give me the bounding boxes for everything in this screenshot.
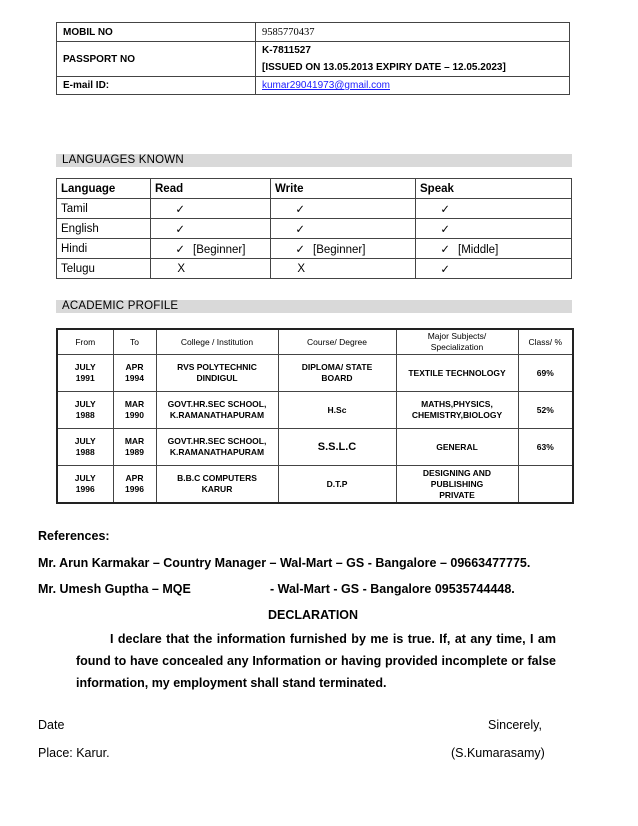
academic-major-line: MATHS,PHYSICS, [421,399,493,409]
academic-major-line: GENERAL [436,441,478,452]
languages-section-header: LANGUAGES KNOWN [56,154,572,167]
languages-table [56,178,572,279]
reference-2-details: - Wal-Mart - GS - Bangalore 09535744448. [270,582,515,596]
academic-college-line: B.B.C COMPUTERS [177,473,257,483]
reference-1: Mr. Arun Karmakar – Country Manager – Wal-Mart – GS - Bangalore – 09663477775. [38,556,531,570]
language-read-cell [151,199,271,219]
language-speak-cell [416,199,572,219]
academic-class-cell: 52% [518,392,573,429]
language-write-cell [271,259,416,279]
language-level-note: [Beginner] [193,243,246,256]
passport-issue-dates: [ISSUED ON 13.05.2013 EXPIRY DATE – 12.05.2023] [262,62,506,73]
academic-to-cell [113,355,156,392]
language-level-note: [Middle] [458,243,499,256]
mobile-label: MOBIL NO [57,23,256,42]
academic-course-cell [278,392,396,429]
references-title: References: [38,529,110,543]
check-mark-icon: ✓ [295,203,305,216]
academic-header-cell: Class/ % [518,329,573,355]
academic-from-line: JULY [74,436,96,446]
language-read-cell [151,239,271,259]
academic-from-line: JULY [74,399,96,409]
language-row [57,199,572,219]
academic-college-line: DINDIGUL [196,373,238,383]
academic-college-line: KARUR [201,484,233,494]
academic-college-line: K.RAMANATHAPURAM [169,410,265,420]
academic-college-line: RVS POLYTECHNIC [177,362,257,372]
languages-header-cell: Write [271,179,416,199]
place-label: Place: Karur. [38,746,110,760]
academic-row [57,429,573,466]
academic-course-line: BOARD [321,373,353,383]
academic-course-cell [278,355,396,392]
academic-major-line: CHEMISTRY,BIOLOGY [411,410,503,420]
language-write-cell [271,219,416,239]
declaration-title: DECLARATION [268,608,359,622]
language-speak-cell [416,239,572,259]
languages-header-cell: Read [151,179,271,199]
academic-college-cell [156,429,278,466]
language-name: English [57,219,151,239]
passport-label: PASSPORT NO [57,42,256,77]
academic-to-line: MAR [124,399,145,409]
academic-header-cell: To [113,329,156,355]
sincerely-text: Sincerely, [488,718,542,732]
academic-to-line: APR [125,473,144,483]
academic-header-cell: From [57,329,113,355]
email-row [57,77,570,95]
academic-to-line: 1989 [125,447,144,457]
language-write-cell [271,199,416,219]
academic-to-line: 1990 [125,410,144,420]
language-row [57,219,572,239]
academic-to-line: 1996 [125,484,144,494]
check-mark-icon: ✓ [440,243,450,256]
academic-header-cell: Course/ Degree [278,329,396,355]
academic-college-cell [156,466,278,504]
declaration-body [76,628,556,694]
academic-college-line: K.RAMANATHAPURAM [169,447,265,457]
academic-college-line: GOVT.HR.SEC SCHOOL, [167,436,267,446]
academic-from-line: 1988 [75,410,95,420]
check-mark-icon: ✓ [175,243,185,256]
signature-name: (S.Kumarasamy) [451,746,545,760]
language-name: Tamil [57,199,151,219]
academic-from-cell [57,392,113,429]
academic-from-line: JULY [74,473,96,483]
academic-row [57,466,573,504]
academic-to-cell [113,429,156,466]
academic-major-line: DESIGNING AND [422,467,492,478]
languages-header-cell: Language [57,179,151,199]
check-mark-icon: ✓ [440,203,450,216]
academic-course-cell [278,429,396,466]
academic-to-cell [113,466,156,504]
academic-header-cell: College / Institution [156,329,278,355]
language-write-cell [271,239,416,259]
language-name: Hindi [57,239,151,259]
academic-college-cell [156,355,278,392]
academic-course-line: H.Sc [327,404,347,415]
cross-mark-icon: X [177,262,185,275]
academic-class-cell: 63% [518,429,573,466]
academic-from-line: 1996 [75,484,95,494]
contact-info-table [56,22,570,95]
academic-row [57,355,573,392]
check-mark-icon: ✓ [175,203,185,216]
academic-to-line: MAR [124,436,145,446]
cross-mark-icon: X [297,262,305,275]
academic-major-cell [396,466,518,504]
passport-row [57,42,570,77]
language-level-note: [Beginner] [313,243,366,256]
academic-table [56,328,574,504]
language-speak-cell [416,219,572,239]
academic-from-cell [57,466,113,504]
email-cell [256,77,570,95]
date-label: Date [38,718,65,732]
check-mark-icon: ✓ [295,223,305,236]
language-row [57,259,572,279]
mobile-row [57,23,570,42]
academic-class-cell [518,466,573,504]
language-speak-cell [416,259,572,279]
academic-college-cell [156,392,278,429]
academic-major-line: PRIVATE [439,489,475,500]
languages-header-cell: Speak [416,179,572,199]
academic-course-cell [278,466,396,504]
language-name: Telugu [57,259,151,279]
mobile-value: 9585770437 [256,23,570,42]
academic-major-cell [396,392,518,429]
academic-major-cell [396,355,518,392]
academic-header-row [57,329,573,355]
academic-class-cell: 69% [518,355,573,392]
languages-header-row [57,179,572,199]
academic-to-cell [113,392,156,429]
academic-college-line: GOVT.HR.SEC SCHOOL, [167,399,267,409]
email-label: E-mail ID: [57,77,256,95]
academic-major-line: TEXTILE TECHNOLOGY [408,367,506,378]
academic-course-line: D.T.P [326,478,348,489]
academic-course-line: S.S.L.C [317,440,357,453]
reference-2-name: Mr. Umesh Guptha – MQE [38,582,191,596]
academic-row [57,392,573,429]
academic-from-line: 1988 [75,447,95,457]
declaration-text: I declare that the information furnished by me is true. If, at any time, I am found to have concealed any Information or having provided incomplete or false information, my employment shall stand terminated. [76,632,556,690]
academic-from-cell [57,355,113,392]
check-mark-icon: ✓ [295,243,305,256]
language-read-cell [151,259,271,279]
passport-number: K-7811527 [262,45,311,56]
check-mark-icon: ✓ [175,223,185,236]
academic-major-line: PUBLISHING [430,478,484,489]
passport-value [256,42,570,77]
academic-from-line: 1991 [75,373,95,383]
academic-to-line: APR [125,362,144,372]
check-mark-icon: ✓ [440,223,450,236]
academic-section-header: ACADEMIC PROFILE [56,300,572,313]
academic-course-line: DIPLOMA/ STATE [301,362,373,372]
language-row [57,239,572,259]
academic-from-line: JULY [74,362,96,372]
academic-header-cell: Major Subjects/ Specialization [396,329,518,355]
language-read-cell [151,219,271,239]
academic-from-cell [57,429,113,466]
academic-major-cell [396,429,518,466]
check-mark-icon: ✓ [440,263,450,276]
academic-to-line: 1994 [125,373,144,383]
email-link[interactable]: kumar29041973@gmail.com [262,80,390,91]
